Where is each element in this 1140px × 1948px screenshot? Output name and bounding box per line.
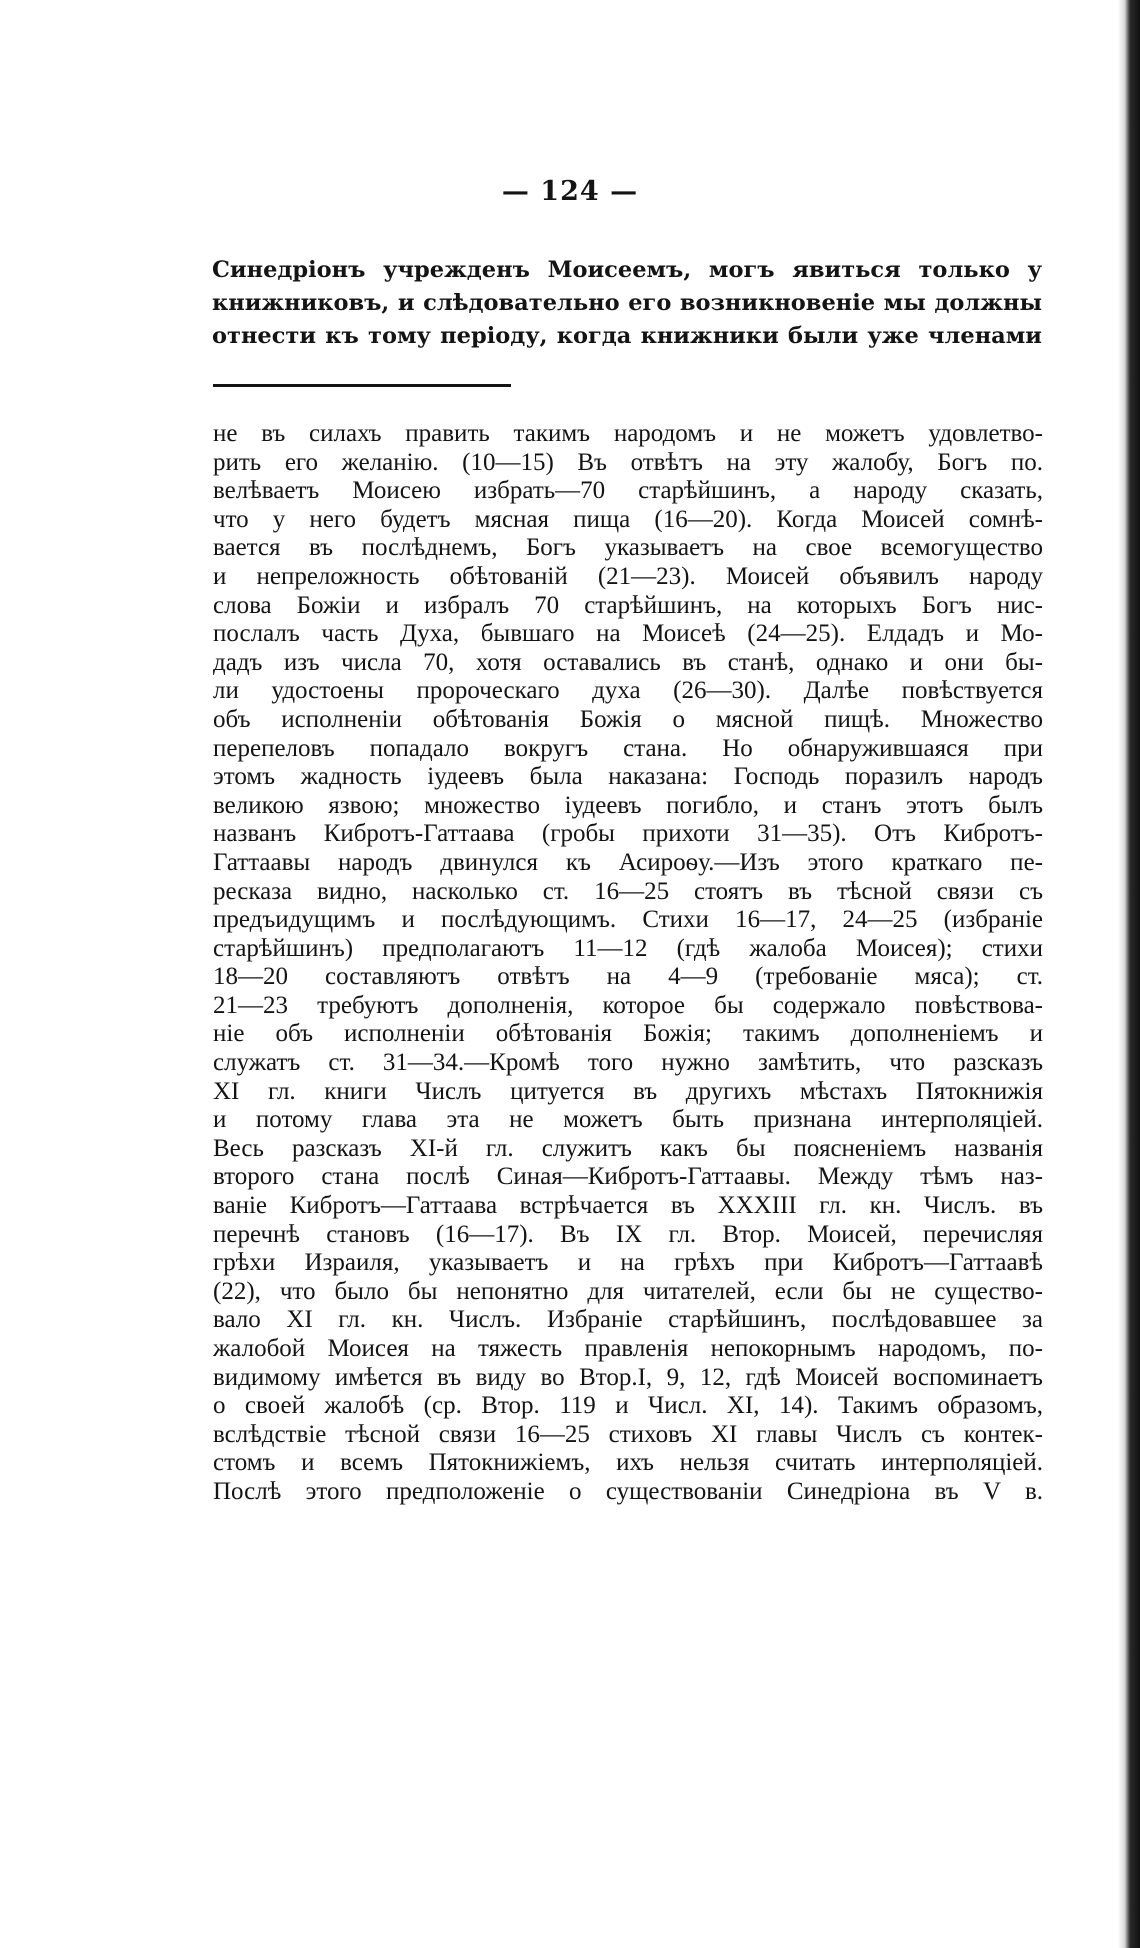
footnote-line: объ исполненіи обѣтованія Божія о мясной пищѣ. Множество: [213, 705, 1043, 733]
footnote-line: перечнѣ становъ (16—17). Въ IX гл. Втор. Моисей, перечисляя: [213, 1220, 1043, 1248]
footnote-line: Гаттаавы народъ двинулся къ Асироѳу.—Изъ этого краткаго пе-: [213, 848, 1043, 876]
footnote-line: 21—23 требуютъ дополненія, которое бы содержало повѣствова-: [213, 991, 1043, 1019]
scan-page-edge: [1118, 0, 1140, 1948]
main-text-line: Синедріонъ учрежденъ Моисеемъ, могъ явиться только у: [212, 257, 1042, 283]
footnote-line: предъидущимъ и послѣдующимъ. Стихи 16—17, 24—25 (избраніе: [213, 906, 1043, 934]
footnote-line: что у него будетъ мясная пища (16—20). Когда Моисей сомнѣ-: [213, 505, 1043, 533]
footnote: [213, 420, 1043, 1507]
footnote-line: жалобой Моисея на тяжесть правленія непокорнымъ народомъ, по-: [213, 1335, 1043, 1362]
footnote-line: ваніе Кибротъ—Гаттаава встрѣчается въ XXXIII гл. кн. Числъ. въ: [213, 1192, 1043, 1220]
footnote-line: (22), что было бы непонятно для читателей, если бы не существо-: [213, 1277, 1043, 1305]
footnote-line: ли удостоены пророческаго духа (26—30). Далѣе повѣствуется: [213, 677, 1043, 705]
footnote-line: великою язвою; множество іудеевъ погибло, и станъ этотъ былъ: [213, 791, 1043, 819]
footnote-line: и потому глава эта не можетъ быть признана интерполяціей.: [213, 1106, 1043, 1134]
footnote-line: ресказа видно, насколько ст. 16—25 стоятъ въ тѣсной связи съ: [213, 877, 1043, 905]
footnote-line: послалъ часть Духа, бывшаго на Моисеѣ (24—25). Елдадъ и Мо-: [213, 620, 1043, 648]
footnote-line: названъ Кибротъ-Гаттаава (гробы прихоти 31—35). Отъ Кибротъ-: [213, 820, 1043, 848]
footnote-line: XI гл. книги Числъ цитуется въ другихъ мѣстахъ Пятокнижія: [213, 1077, 1043, 1105]
footnote-line: второго стана послѣ Синая—Кибротъ-Гаттаавы. Между тѣмъ наз-: [213, 1163, 1043, 1191]
footnote-line: старѣйшинъ) предполагаютъ 11—12 (гдѣ жалоба Моисея); стихи: [213, 934, 1043, 962]
footnote-line: Весь разсказъ XI-й гл. служитъ какъ бы поясненіемъ названія: [213, 1134, 1043, 1162]
footnote-line: этомъ жадность іудеевъ была наказана: Господь поразилъ народъ: [213, 763, 1043, 791]
footnote-line: стомъ и всемъ Пятокнижіемъ, ихъ нельзя считать интерполяціей.: [213, 1449, 1043, 1477]
footnote-line: вается въ послѣднемъ, Богъ указываетъ на свое всемогущество: [213, 534, 1043, 562]
footnote-line: ніе объ исполненіи обѣтованія Божія; такимъ дополненіемъ и: [213, 1020, 1043, 1048]
footnote-line: и непреложность обѣтованій (21—23). Моисей объявилъ народу: [213, 562, 1043, 590]
footnote-line: Послѣ этого предположеніе о существованіи Синедріона въ V в.: [213, 1477, 1043, 1505]
footnote-line: дадъ изъ числа 70, хотя оставались въ станѣ, однако и они бы-: [213, 648, 1043, 676]
footnote-line: слова Божіи и избралъ 70 старѣйшинъ, на которыхъ Богъ нис-: [213, 591, 1043, 619]
footnote-line: велѣваетъ Моисею избрать—70 старѣйшинъ, а народу сказать,: [213, 477, 1043, 505]
footnote-line: видимому имѣется въ виду во Втор.І, 9, 12, гдѣ Моисей воспоминаетъ: [213, 1363, 1043, 1391]
footnote-line: не въ силахъ править такимъ народомъ и не можетъ удовлетво-: [213, 420, 1043, 447]
footnote-line: перепеловъ попадало вокругъ стана. Но обнаружившаяся при: [213, 734, 1043, 762]
main-text-line: книжниковъ, и слѣдовательно его возникновеніе мы должны: [212, 290, 1042, 316]
page-number: — 124 —: [501, 176, 639, 207]
footnote-line: вало XI гл. кн. Числъ. Избраніе старѣйшинъ, послѣдовавшее за: [213, 1306, 1043, 1334]
footnote-line: служатъ ст. 31—34.—Кромѣ того нужно замѣтить, что разсказъ: [213, 1049, 1043, 1077]
footnote-line: о своей жалобѣ (ср. Втор. 119 и Числ. XI, 14). Такимъ образомъ,: [213, 1392, 1043, 1420]
main-text-line: отнести къ тому періоду, когда книжники были уже членами: [212, 323, 1042, 349]
footnote-line: вслѣдствіе тѣсной связи 16—25 стиховъ XI главы Числъ съ контек-: [213, 1420, 1043, 1448]
footnote-line: грѣхи Израиля, указываетъ и на грѣхъ при Кибротъ—Гаттаавѣ: [213, 1249, 1043, 1277]
footnote-separator: [213, 384, 511, 387]
main-text: [212, 254, 1042, 353]
footnote-line: рить его желанію. (10—15) Въ отвѣтъ на эту жалобу, Богъ по.: [213, 448, 1043, 476]
footnote-line: 18—20 составляютъ отвѣтъ на 4—9 (требованіе мяса); ст.: [213, 963, 1043, 991]
